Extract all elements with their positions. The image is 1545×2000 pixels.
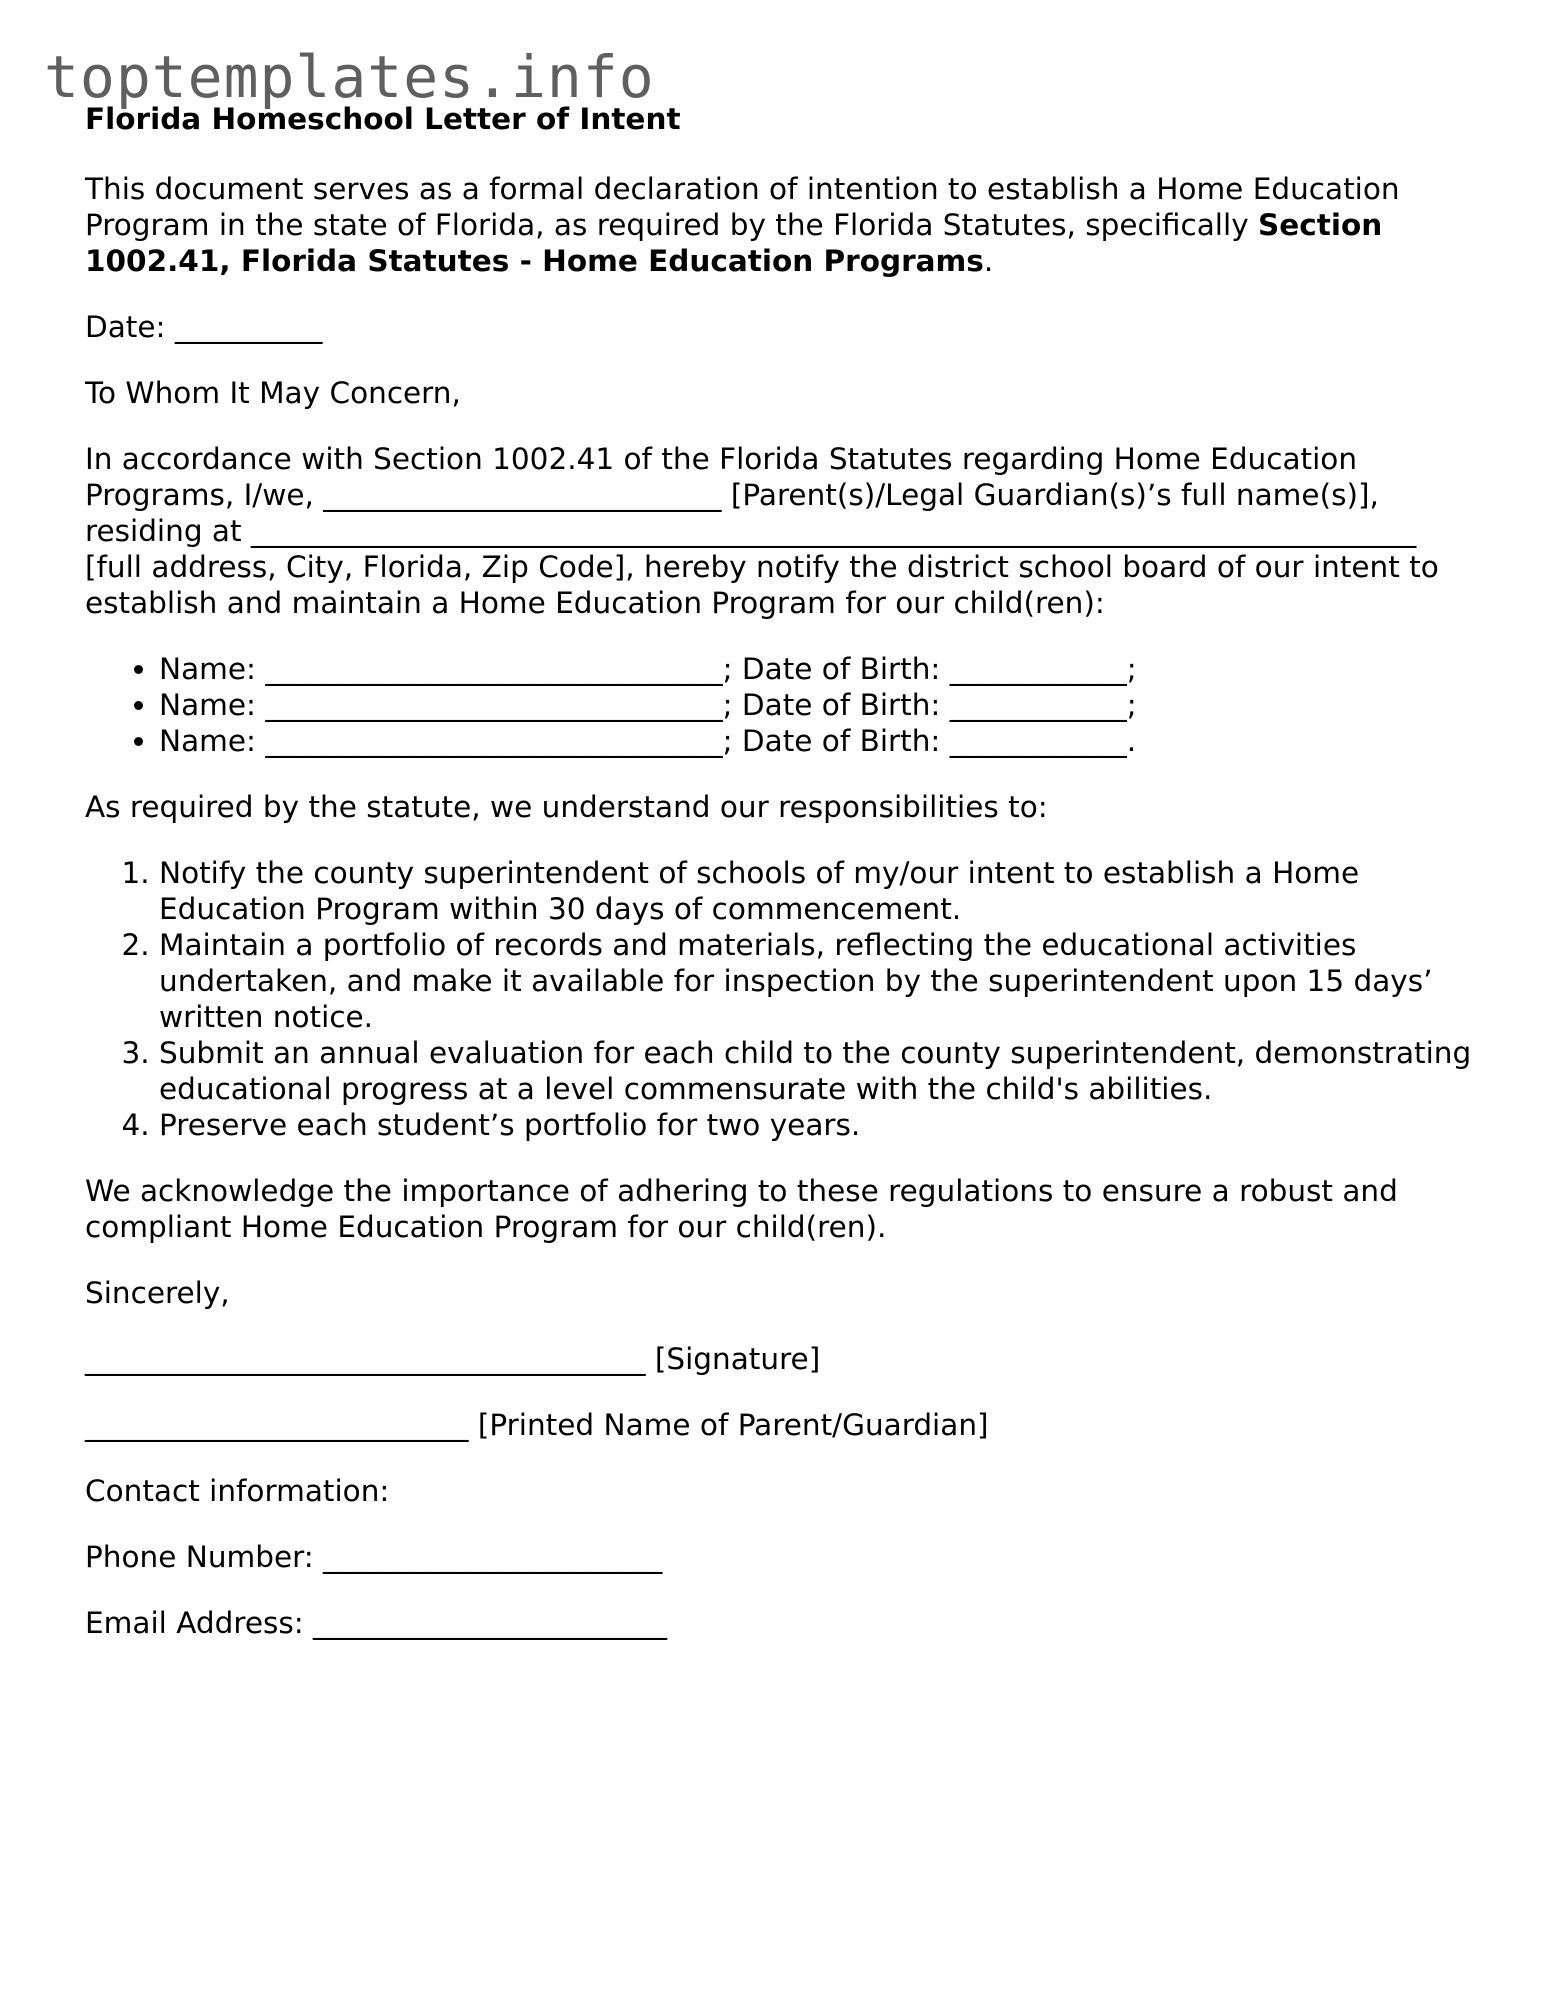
intro-statute-reference: Section 1002.41, Florida Statutes - Home Education Programs [85, 208, 1383, 278]
printed-name-line: __________________________ [Printed Name of Parent/Guardian] [85, 1408, 989, 1442]
child-entry: • Name: _______________________________; Date of Birth: ____________. [159, 723, 1475, 759]
responsibilities-intro: As required by the statute, we understand our responsibilities to: [85, 790, 1048, 824]
signature-line: ______________________________________ [Signature] [85, 1342, 821, 1376]
responsibility-item: 1. Notify the county superintendent of schools of my/our intent to establish a Home Education Program within 30 days of commencement. [159, 855, 1475, 927]
responsibility-item: 2. Maintain a portfolio of records and materials, reflecting the educational activities undertaken, and make it available for inspection by the superintendent upon 15 days’ written notice. [159, 927, 1475, 1035]
notification-paragraph: In accordance with Section 1002.41 of the Florida Statutes regarding Home Education Programs, I/we, ___________________________ [Parent(s)/Legal Guardian(s)’s full name(s)], residing at _______________________________________________________________________________ [full address, City, Florida, Zip Code], hereby notify the district school board of our intent to establish and maintain a Home Education Program for our child(ren): [85, 442, 1439, 620]
phone-line: Phone Number: _______________________ [85, 1540, 663, 1574]
child-entry: • Name: _______________________________; Date of Birth: ____________; [159, 651, 1475, 687]
intro-end: . [983, 244, 994, 278]
contact-heading: Contact information: [85, 1474, 390, 1508]
email-line: Email Address: ________________________ [85, 1606, 668, 1640]
intro-text: This document serves as a formal declaration of intention to establish a Home Education Program in the state of Florida, as required by the Florida Statutes, specifically [85, 172, 1400, 242]
child-entry: • Name: _______________________________; Date of Birth: ____________; [159, 687, 1475, 723]
responsibility-item: 3. Submit an annual evaluation for each child to the county superintendent, demonstrating educational progress at a level commensurate with the child's abilities. [159, 1035, 1475, 1107]
closing: Sincerely, [85, 1276, 230, 1310]
letter-document [85, 97, 1475, 1671]
document-title: Florida Homeschool Letter of Intent [85, 102, 681, 136]
intro-paragraph [85, 171, 1475, 279]
watermark: toptemplates.info [44, 43, 655, 111]
date-line: Date: __________ [85, 310, 323, 344]
salutation: To Whom It May Concern, [85, 376, 461, 410]
responsibilities-list [85, 855, 1475, 1143]
acknowledgement-paragraph: We acknowledge the importance of adhering to these regulations to ensure a robust and compliant Home Education Program for our child(ren). [85, 1174, 1398, 1244]
children-list [85, 651, 1475, 759]
responsibility-item: 4. Preserve each student’s portfolio for two years. [159, 1107, 1475, 1143]
